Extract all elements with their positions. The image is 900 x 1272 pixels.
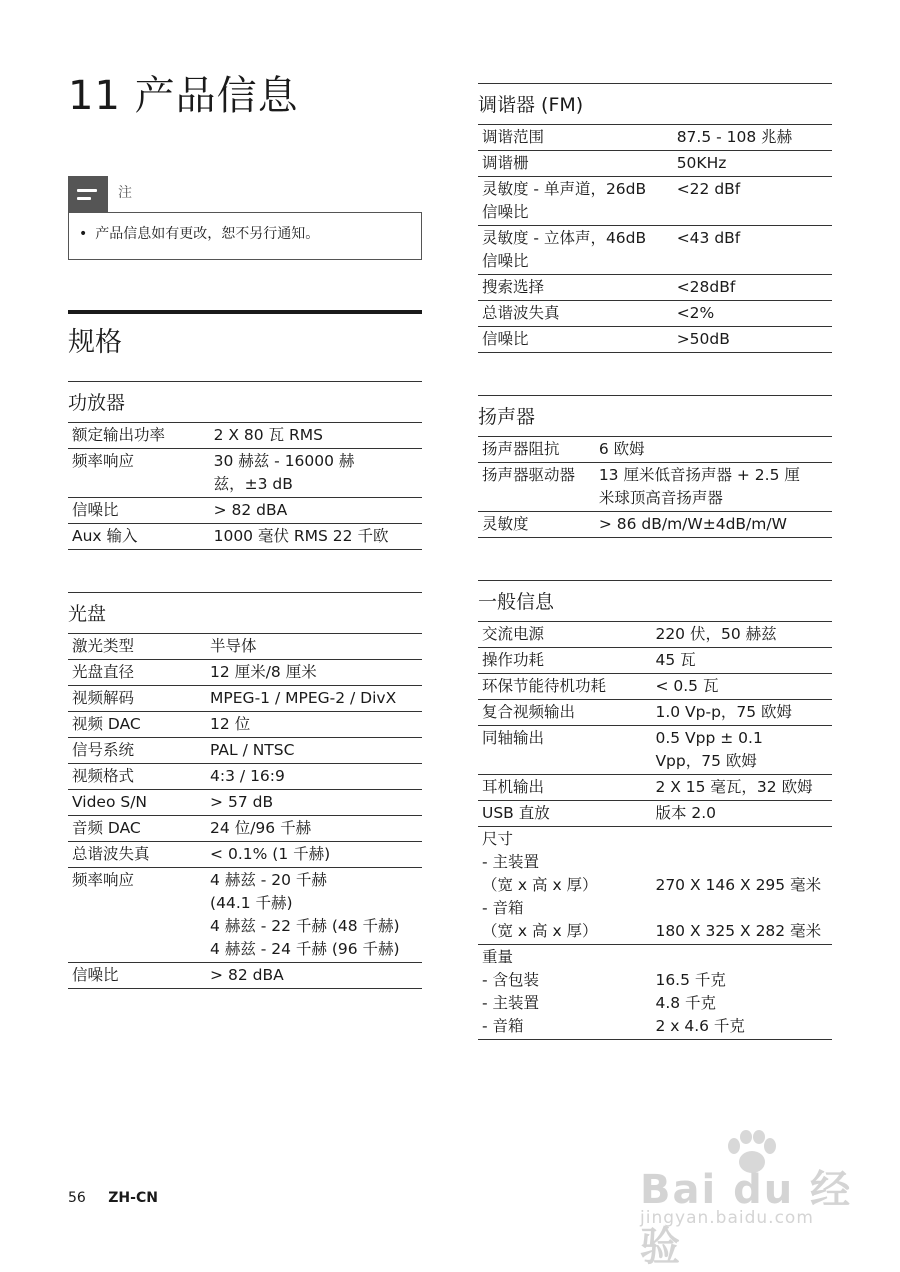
table-row <box>68 660 422 686</box>
table-row <box>68 868 422 963</box>
spec-value: 50KHz <box>673 151 832 177</box>
section-title: 调谐器 (FM) <box>478 83 832 125</box>
spec-label: 视频解码 <box>68 686 206 712</box>
specs-heading: 规格 <box>68 310 422 367</box>
spec-label: 耳机输出 <box>478 775 651 801</box>
table-row <box>478 327 832 353</box>
note-panel <box>68 176 422 260</box>
spec-value: 6 欧姆 <box>595 437 832 463</box>
spec-label: Aux 输入 <box>68 524 210 550</box>
spec-label: 调谐栅 <box>478 151 673 177</box>
watermark-brand: Bai du 经验 <box>640 1167 853 1270</box>
spec-label: USB 直放 <box>478 801 651 827</box>
table-row <box>68 790 422 816</box>
section-title: 一般信息 <box>478 580 832 622</box>
section-title: 扬声器 <box>478 395 832 437</box>
table-row <box>478 512 832 538</box>
spec-label: 尺寸 - 主装置 （宽 x 高 x 厚） - 音箱 （宽 x 高 x 厚） <box>478 827 651 945</box>
table-row <box>478 226 832 275</box>
spec-value: 16.5 千克 4.8 千克 2 x 4.6 千克 <box>651 945 832 1040</box>
spec-value: 1000 毫伏 RMS 22 千欧 <box>210 524 422 550</box>
section-title: 光盘 <box>68 592 422 634</box>
spec-value: < 0.5 瓦 <box>651 674 832 700</box>
table-row <box>68 524 422 550</box>
right-column <box>478 83 832 1040</box>
spec-value: 87.5 - 108 兆赫 <box>673 125 832 151</box>
watermark <box>636 1130 856 1270</box>
page-footer <box>68 1190 158 1206</box>
table-row <box>478 125 832 151</box>
spec-label: 视频格式 <box>68 764 206 790</box>
spec-label: Video S/N <box>68 790 206 816</box>
note-icon <box>68 176 108 212</box>
page-number: 56 <box>68 1190 86 1206</box>
spec-section <box>478 83 832 353</box>
table-row <box>478 463 832 512</box>
spec-label: 光盘直径 <box>68 660 206 686</box>
section-title: 功放器 <box>68 381 422 423</box>
note-text: 产品信息如有更改，恕不另行通知。 <box>95 226 320 242</box>
table-row <box>478 622 832 648</box>
table-row <box>68 738 422 764</box>
table-row <box>68 712 422 738</box>
note-box <box>68 212 422 260</box>
spec-label: 音频 DAC <box>68 816 206 842</box>
spec-table <box>478 437 832 538</box>
spec-value: 0.5 Vpp ± 0.1 Vpp，75 欧姆 <box>651 726 832 775</box>
right-spec-sections <box>478 83 832 1040</box>
spec-value: 1.0 Vp-p，75 欧姆 <box>651 700 832 726</box>
spec-section <box>68 592 422 989</box>
spec-label: 频率响应 <box>68 449 210 498</box>
spec-label: 交流电源 <box>478 622 651 648</box>
spec-section <box>478 580 832 1040</box>
spec-value: 2 X 15 毫瓦，32 欧姆 <box>651 775 832 801</box>
spec-value: 270 X 146 X 295 毫米 180 X 325 X 282 毫米 <box>651 827 832 945</box>
spec-table <box>478 125 832 353</box>
spec-value: <43 dBf <box>673 226 832 275</box>
spec-label: 同轴输出 <box>478 726 651 775</box>
watermark-url: jingyan.baidu.com <box>640 1208 814 1228</box>
spec-label: 额定输出功率 <box>68 423 210 449</box>
spec-label: 信号系统 <box>68 738 206 764</box>
note-label: 注 <box>118 185 132 201</box>
spec-label: 信噪比 <box>68 963 206 989</box>
spec-value: 24 位/96 千赫 <box>206 816 422 842</box>
table-row <box>478 775 832 801</box>
spec-label: 复合视频输出 <box>478 700 651 726</box>
spec-label: 重量 - 含包装 - 主装置 - 音箱 <box>478 945 651 1040</box>
spec-label: 环保节能待机功耗 <box>478 674 651 700</box>
spec-value: 半导体 <box>206 634 422 660</box>
note-header <box>68 176 422 212</box>
table-row <box>68 816 422 842</box>
spec-label: 频率响应 <box>68 868 206 963</box>
table-row <box>478 648 832 674</box>
table-row <box>478 301 832 327</box>
spec-value: 版本 2.0 <box>651 801 832 827</box>
table-row <box>68 686 422 712</box>
spec-value: 4:3 / 16:9 <box>206 764 422 790</box>
spec-value: > 86 dB/m/W±4dB/m/W <box>595 512 832 538</box>
spec-value: 12 位 <box>206 712 422 738</box>
table-row <box>68 764 422 790</box>
spec-label: 信噪比 <box>478 327 673 353</box>
left-column <box>68 60 422 989</box>
table-row <box>68 498 422 524</box>
spec-value: 2 X 80 瓦 RMS <box>210 423 422 449</box>
spec-value: > 82 dBA <box>210 498 422 524</box>
spec-table <box>68 423 422 550</box>
table-row <box>478 177 832 226</box>
table-row <box>68 423 422 449</box>
spec-label: 扬声器驱动器 <box>478 463 595 512</box>
spec-value: <22 dBf <box>673 177 832 226</box>
spec-label: 灵敏度 - 立体声，46dB 信噪比 <box>478 226 673 275</box>
spec-value: > 82 dBA <box>206 963 422 989</box>
table-row <box>478 151 832 177</box>
spec-value: >50dB <box>673 327 832 353</box>
spec-value: <28dBf <box>673 275 832 301</box>
table-row <box>478 700 832 726</box>
table-row <box>478 827 832 945</box>
spec-table <box>68 634 422 989</box>
table-row <box>68 842 422 868</box>
table-row <box>478 275 832 301</box>
spec-value: 4 赫兹 - 20 千赫 (44.1 千赫) 4 赫兹 - 22 千赫 (48 千赫) 4 赫兹 - 24 千赫 (96 千赫) <box>206 868 422 963</box>
spec-label: 搜索选择 <box>478 275 673 301</box>
spec-value: > 57 dB <box>206 790 422 816</box>
spec-label: 激光类型 <box>68 634 206 660</box>
spec-value: <2% <box>673 301 832 327</box>
spec-label: 调谐范围 <box>478 125 673 151</box>
language-code: ZH-CN <box>108 1190 158 1206</box>
spec-value: MPEG-1 / MPEG-2 / DivX <box>206 686 422 712</box>
spec-value: 13 厘米低音扬声器 + 2.5 厘 米球顶高音扬声器 <box>595 463 832 512</box>
spec-label: 总谐波失真 <box>68 842 206 868</box>
table-row <box>478 726 832 775</box>
spec-value: 45 瓦 <box>651 648 832 674</box>
spec-value: PAL / NTSC <box>206 738 422 764</box>
spec-label: 操作功耗 <box>478 648 651 674</box>
spec-value: < 0.1% (1 千赫) <box>206 842 422 868</box>
table-row <box>68 449 422 498</box>
spec-label: 视频 DAC <box>68 712 206 738</box>
table-row <box>478 437 832 463</box>
spec-label: 灵敏度 - 单声道，26dB 信噪比 <box>478 177 673 226</box>
left-spec-sections <box>68 381 422 989</box>
table-row <box>478 801 832 827</box>
table-row <box>68 963 422 989</box>
chapter-title: 11 产品信息 <box>68 73 299 119</box>
spec-value: 220 伏，50 赫兹 <box>651 622 832 648</box>
table-row <box>478 945 832 1040</box>
spec-value: 12 厘米/8 厘米 <box>206 660 422 686</box>
spec-label: 灵敏度 <box>478 512 595 538</box>
spec-section <box>478 395 832 538</box>
spec-label: 扬声器阻抗 <box>478 437 595 463</box>
table-row <box>478 674 832 700</box>
note-bullet: • <box>79 226 88 242</box>
table-row <box>68 634 422 660</box>
spec-label: 总谐波失真 <box>478 301 673 327</box>
spec-section <box>68 381 422 550</box>
spec-value: 30 赫兹 - 16000 赫 兹，±3 dB <box>210 449 422 498</box>
spec-table <box>478 622 832 1040</box>
spec-label: 信噪比 <box>68 498 210 524</box>
